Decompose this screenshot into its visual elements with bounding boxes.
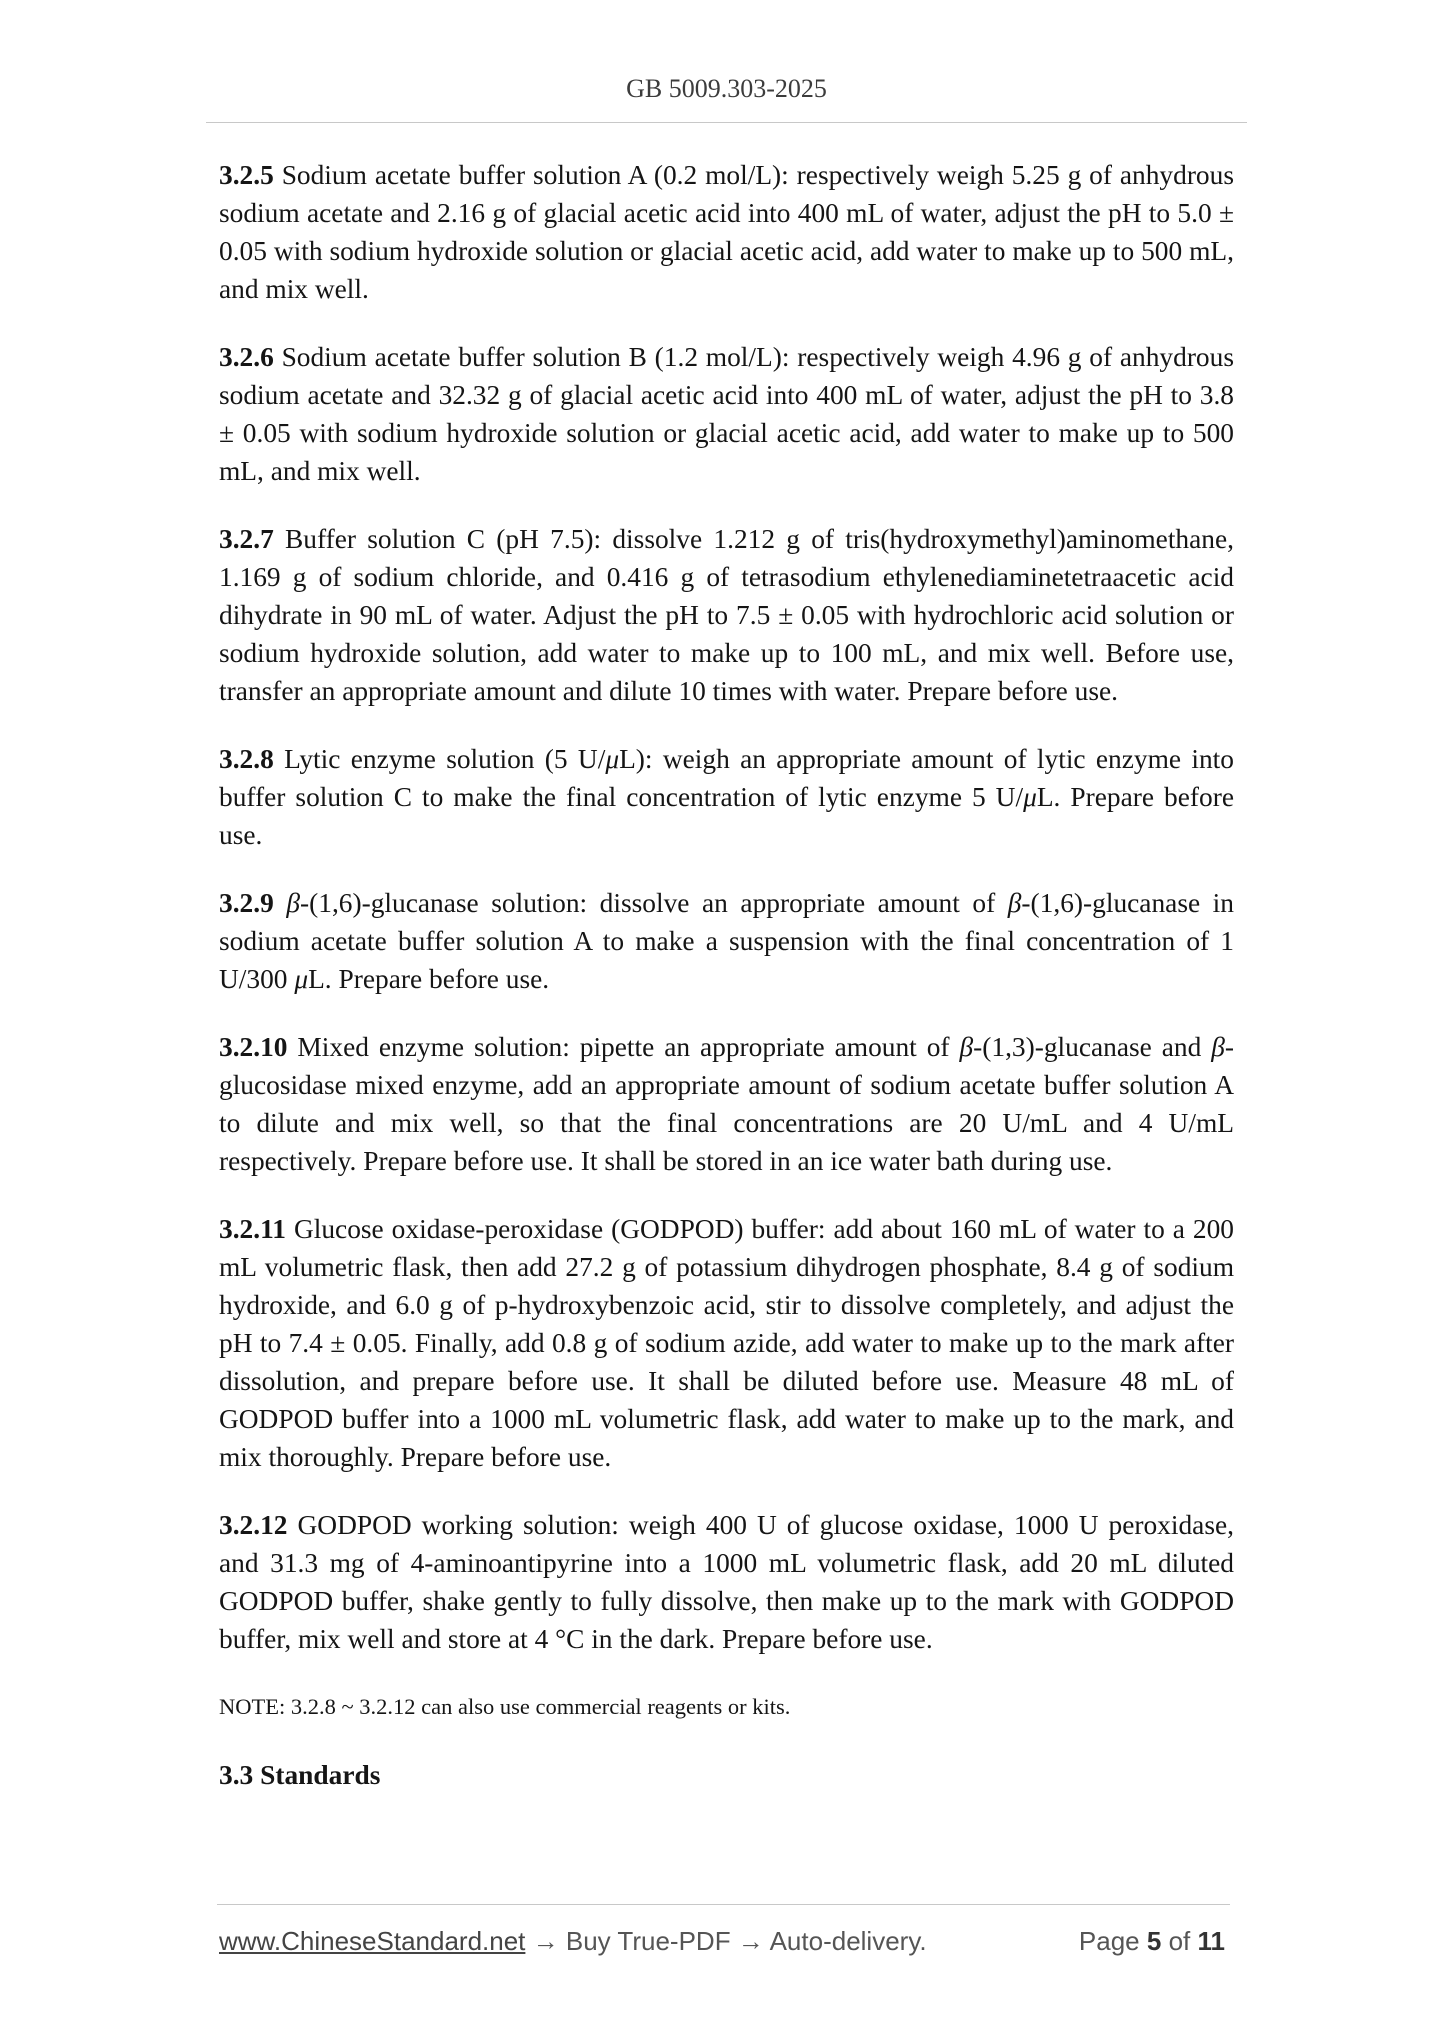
clause-3-2-10 [219,1028,1234,1180]
mu-symbol: μ [1023,782,1037,812]
note-text: NOTE: 3.2.8 ~ 3.2.12 can also use commercial reagents or kits. [219,1694,791,1719]
clause-3-2-6 [219,338,1234,490]
clause-text: Lytic enzyme solution (5 U/ [284,744,606,774]
clause-text: GODPOD working solution: weigh 400 U of glucose oxidase, 1000 U peroxidase, and 31.3 mg of 4-aminoantipyrine into a 1000 mL volumetric flask, add 20 mL diluted GODPOD buffer, shake gently to fully dissolve, then make up to the mark with GODPOD buffer, mix well and store at 4 °C in the dark. Prepare before use. [219,1510,1234,1654]
footer-tagline: → Buy True-PDF → Auto-delivery. [532,1926,927,1956]
clause-3-2-8 [219,740,1234,854]
standard-code-header: GB 5009.303-2025 [626,74,827,103]
clause-number: 3.2.5 [219,160,274,190]
clause-text: L. Prepare before use. [308,964,550,994]
clause-number: 3.2.11 [219,1214,286,1244]
total-pages-number: 11 [1197,1926,1225,1956]
clause-text: Sodium acetate buffer solution A (0.2 mol/L): respectively weigh 5.25 g of anhydrous sodium acetate and 2.16 g of glacial acetic acid into 400 mL of water, adjust the pH to 5.0 ± 0.05 with sodium hydroxide solution or glacial acetic acid, add water to make up to 500 mL, and mix well. [219,160,1234,304]
mu-symbol: μ [294,964,309,994]
clause-text: L): weigh an appropriate amount of lytic enzyme into buffer solution C to make the final concentration of lytic enzyme 5 U/ [219,744,1234,812]
of-label: of [1168,1926,1191,1956]
beta-symbol: β [1007,888,1022,918]
footer-promo [219,1924,927,1958]
beta-symbol: β [1211,1032,1225,1062]
clause-text: Sodium acetate buffer solution B (1.2 mol/L): respectively weigh 4.96 g of anhydrous sodium acetate and 32.32 g of glacial acetic acid into 400 mL of water, adjust the pH to 3.8 ± 0.05 with sodium hydroxide solution or glacial acetic acid, add water to make up to 500 mL, and mix well. [219,342,1234,486]
clause-3-2-7 [219,520,1234,710]
clause-text: Mixed enzyme solution: pipette an appropriate amount of [297,1032,960,1062]
clause-number: 3.2.7 [219,524,274,554]
clause-text: Glucose oxidase-peroxidase (GODPOD) buffer: add about 160 mL of water to a 200 mL volumetric flask, then add 27.2 g of potassium dihydrogen phosphate, 8.4 g of sodium hydroxide, and 6.0 g of p-hydroxybenzoic acid, stir to dissolve completely, and adjust the pH to 7.4 ± 0.05. Finally, add 0.8 g of sodium azide, add water to make up to the mark after dissolution, and prepare before use. It shall be diluted before use. Measure 48 mL of GODPOD buffer into a 1000 mL volumetric flask, add water to make up to the mark, and mix thoroughly. Prepare before use. [219,1214,1234,1472]
mu-symbol: μ [605,744,620,774]
page-footer [219,1924,1225,1958]
header-divider [206,122,1247,123]
clause-text: -glucosidase mixed enzyme, add an appropriate amount of sodium acetate buffer solution A to dilute and mix well, so that the final concentrations are 20 U/mL and 4 U/mL respectively. Prepare before use. It shall be stored in an ice water bath during use. [219,1032,1235,1176]
clause-3-2-12 [219,1506,1234,1658]
clause-number: 3.2.12 [219,1510,288,1540]
clause-3-2-9 [219,884,1234,998]
clause-number: 3.2.6 [219,342,274,372]
clause-3-2-11 [219,1210,1234,1476]
footer-divider [217,1904,1230,1905]
page-label: Page [1078,1926,1140,1956]
clause-text: L. Prepare before use. [219,782,1235,850]
page-indicator [1079,1924,1225,1958]
section-number: 3.3 [219,1760,254,1790]
clause-number: 3.2.8 [219,744,274,774]
clause-number: 3.2.10 [219,1032,288,1062]
clause-number: 3.2.9 [219,888,274,918]
clause-text: Buffer solution C (pH 7.5): dissolve 1.212 g of tris(hydroxymethyl)aminomethane, 1.169 g of sodium chloride, and 0.416 g of tetrasodium ethylenediaminetetraacetic acid dihydrate in 90 mL of water. Adjust the pH to 7.5 ± 0.05 with hydrochloric acid solution or sodium hydroxide solution, add water to make up to 100 mL, and mix well. Before use, transfer an appropriate amount and dilute 10 times with water. Prepare before use. [219,524,1234,706]
beta-symbol: β [959,1032,974,1062]
current-page-number: 5 [1146,1926,1162,1956]
page-content [219,156,1234,1794]
clause-text: -(1,6)-glucanase in sodium acetate buffer solution A to make a suspension with the final concentration of 1 U/300 [219,888,1234,994]
clause-3-2-5 [219,156,1234,308]
clause-text: -(1,6)-glucanase solution: dissolve an appropriate amount of [300,888,1008,918]
section-heading [219,1756,1234,1794]
clause-text: -(1,3)-glucanase and [973,1032,1212,1062]
website-link[interactable]: www.ChineseStandard.net [219,1926,526,1956]
beta-symbol: β [286,888,300,918]
section-title: Standards [260,1760,381,1790]
